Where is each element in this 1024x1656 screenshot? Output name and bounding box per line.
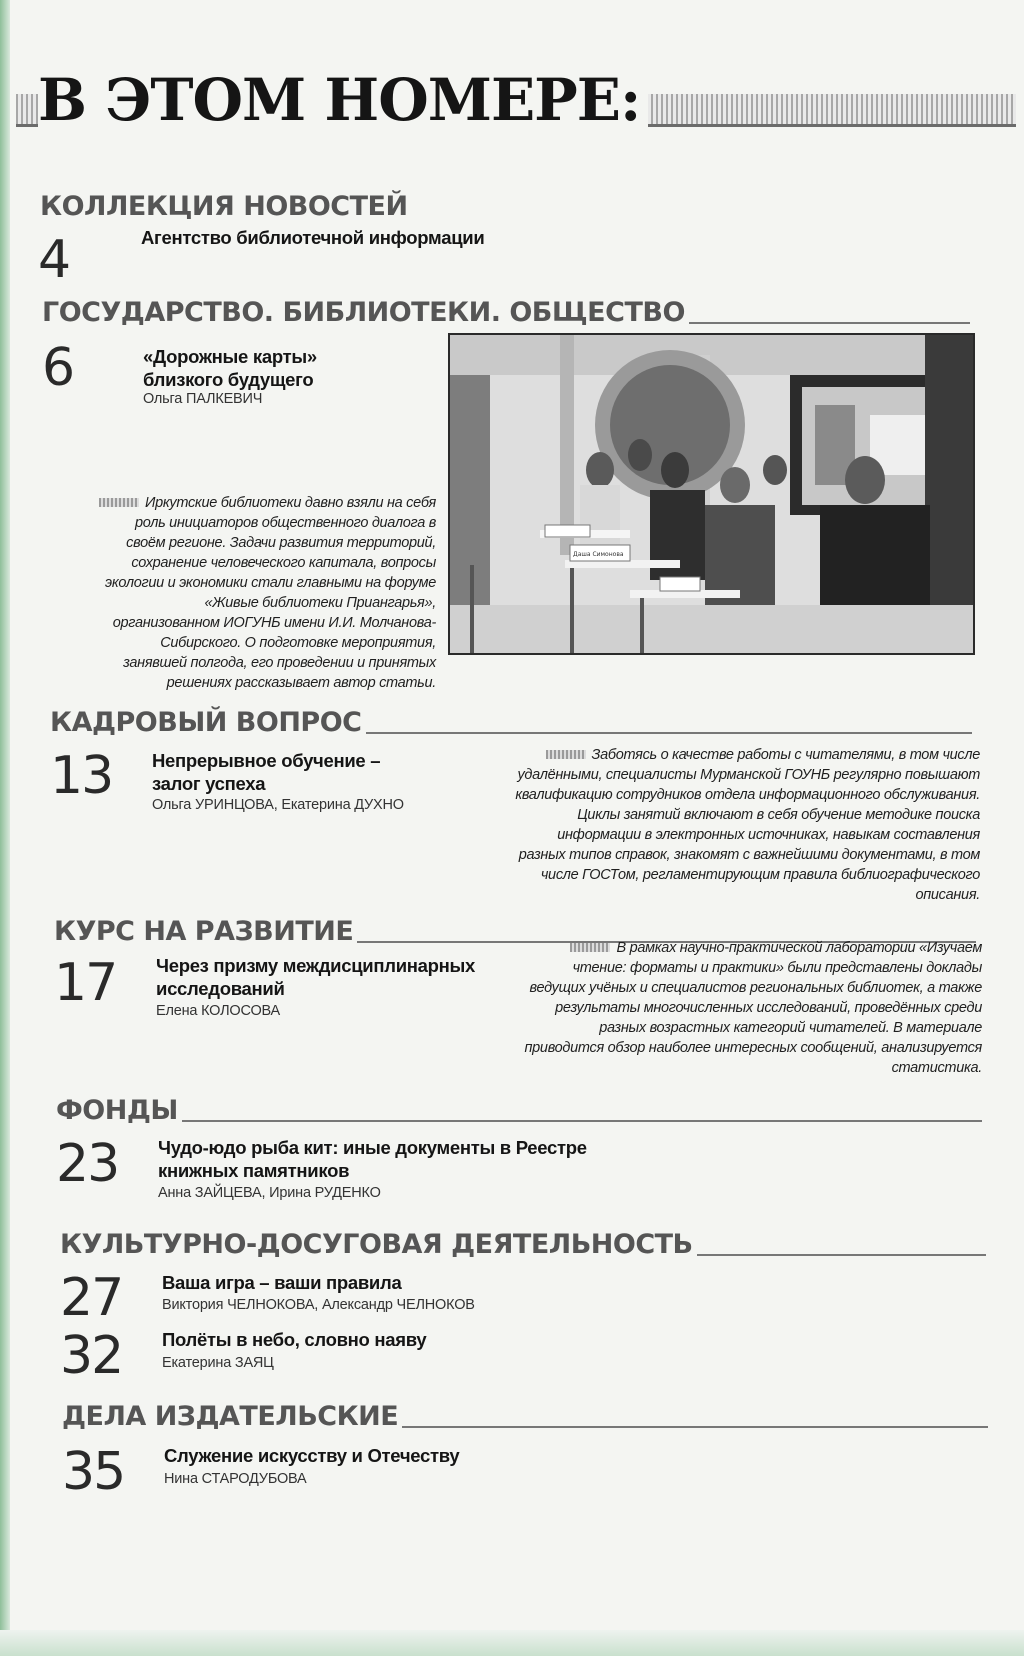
- article-summary: Заботясь о качестве работы с читателями, в том числе удалёнными, специалисты Мурманской ГОУНБ регулярно повышают квалификацию сотрудников отдела информационного обслуживания. Циклы занятий включают в себя обучение методике поиска информации в электронных источниках, навыкам составления разных типов справок, знакомят с важнейшими документами, в том числе ГОСТом, регламентирующим правила библиографического описания.: [515, 747, 980, 903]
- section-title: КОЛЛЕКЦИЯ НОВОСТЕЙ: [40, 191, 408, 222]
- article-title[interactable]: Полёты в небо, словно наяву: [162, 1329, 427, 1350]
- section-news: [40, 190, 970, 224]
- section-cultural-leisure: [60, 1228, 986, 1262]
- article-title[interactable]: Чудо-юдо рыба кит: иные документы в Реестре книжных памятников: [158, 1137, 587, 1181]
- article-page-number[interactable]: 4: [38, 230, 70, 290]
- section-rule: [366, 732, 973, 734]
- page-title: В ЭТОМ НОМЕРЕ:: [38, 62, 648, 138]
- article-author: Ольга ПАЛКЕВИЧ: [143, 391, 263, 407]
- conference-audience-image: [450, 335, 973, 653]
- section-title: ФОНДЫ: [56, 1095, 178, 1126]
- article-author: Виктория ЧЕЛНОКОВА, Александр ЧЕЛНОКОВ: [162, 1297, 475, 1313]
- article-page-number[interactable]: 17: [54, 953, 117, 1013]
- article-title[interactable]: Ваша игра – ваши правила: [162, 1272, 402, 1293]
- masthead: [16, 60, 1016, 140]
- article-title[interactable]: Агентство библиотечной информации: [141, 227, 485, 248]
- section-funds: [56, 1094, 982, 1128]
- article-title[interactable]: Служение искусству и Отечеству: [164, 1445, 460, 1466]
- article-page-number[interactable]: 6: [42, 338, 74, 398]
- article-title[interactable]: Через призму междисциплинарных исследований: [156, 955, 475, 999]
- section-rule: [402, 1426, 988, 1428]
- section-state-libraries-society: [42, 296, 970, 330]
- section-title: КУЛЬТУРНО-ДОСУГОВАЯ ДЕЯТЕЛЬНОСТЬ: [60, 1229, 693, 1260]
- article-summary: В рамках научно-практической лаборатории «Изучаем чтение: форматы и практики» были представлены доклады ведущих учёных и специалистов региональных библиотек, а также результаты многочисленных исследований, проведённых среди разных возрастных категорий читателей. В материале приводится обзор наиболее интересных сообщений, анализируется статистика.: [524, 940, 982, 1076]
- article-summary: Иркутские библиотеки давно взяли на себя роль инициаторов общественного диалога в своём регионе. Задачи развития территорий, сохранение человеческого капитала, вопросы экологии и экономики стали главными на форуме «Живые библиотеки Приангарья», организованном ИОГУНБ имени И.И. Молчанова-Сибирского. О подготовке мероприятия, занявшей полгода, его проведении и принятых решениях рассказывает автор статьи.: [94, 493, 436, 693]
- article-author: Анна ЗАЙЦЕВА, Ирина РУДЕНКО: [158, 1185, 381, 1201]
- article-title[interactable]: Непрерывное обучение – залог успеха: [152, 750, 381, 794]
- article-page-number[interactable]: 13: [50, 746, 113, 806]
- article-author: Екатерина ЗАЯЦ: [162, 1355, 274, 1371]
- section-title: ГОСУДАРСТВО. БИБЛИОТЕКИ. ОБЩЕСТВО: [42, 297, 685, 328]
- article-page-number[interactable]: 23: [56, 1134, 119, 1194]
- article-page-number[interactable]: 32: [60, 1326, 123, 1386]
- article-title[interactable]: «Дорожные карты» близкого будущего: [143, 346, 317, 390]
- article-author: Нина СТАРОДУБОВА: [164, 1471, 307, 1487]
- section-rule: [689, 322, 970, 324]
- summary-marker: [546, 750, 586, 759]
- article-author: Елена КОЛОСОВА: [156, 1003, 280, 1019]
- article-page-number[interactable]: 35: [62, 1442, 125, 1502]
- article-author: Ольга УРИНЦОВА, Екатерина ДУХНО: [152, 797, 404, 813]
- section-rule: [182, 1120, 982, 1122]
- desk-sign: Даша Симонова: [573, 551, 624, 558]
- article-page-number[interactable]: 27: [60, 1268, 123, 1328]
- section-publishing: [62, 1400, 988, 1434]
- section-title: ДЕЛА ИЗДАТЕЛЬСКИЕ: [62, 1401, 399, 1432]
- article-photo: [448, 333, 975, 655]
- section-personnel: [50, 706, 972, 740]
- section-title: КАДРОВЫЙ ВОПРОС: [50, 707, 362, 738]
- summary-marker: [99, 498, 139, 507]
- section-title: КУРС НА РАЗВИТИЕ: [54, 916, 354, 947]
- page-edge: [0, 0, 10, 1656]
- section-rule: [697, 1254, 986, 1256]
- page-bottom-edge: [0, 1630, 1024, 1656]
- summary-marker: [570, 943, 610, 952]
